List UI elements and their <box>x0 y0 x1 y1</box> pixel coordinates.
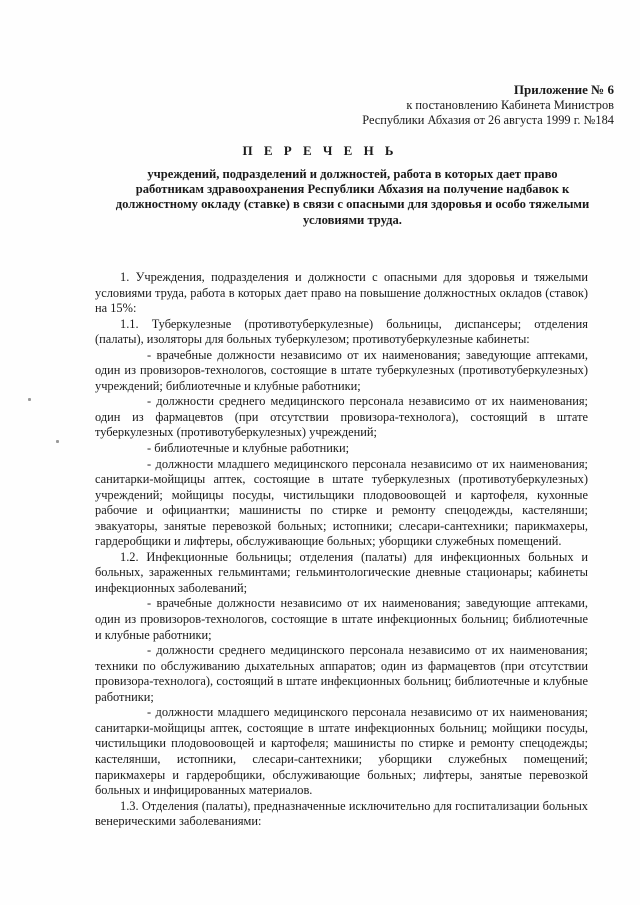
paragraph-1-1-a-text: - врачебные должности независимо от их наименования; заведующие аптеками, один из провизоров-технологов, состоящие в штате туберкулезных (противотуберкулезных) учреждений; библиотечные и клубные работники; <box>95 347 588 393</box>
appendix-title: Приложение № 6 <box>513 82 614 97</box>
paragraph-1-1-c-text: - библиотечные и клубные работники; <box>147 441 350 456</box>
paragraph-1-1-d-text: - должности младшего медицинского персонала независимо от их наименования; санитарки-мойщицы аптек, состоящие в штате туберкулезных (противотуберкулезных) учреждений; мойщицы посуды, чистильщики плодовоовощей и картофеля, кухонные рабочие и официантки; машинисты по стирке и ремонту спецодежды, кастелянши; эвакуаторы, занятые перевозкой больных; истопники; слесари-сантехники; парикмахеры, гардеробщики и лифтеры, обслуживающие больных; уборщики служебных помещений. <box>95 456 588 549</box>
document-subtitle: учреждений, подразделений и должностей, работа в которых дает право работникам здравоохранения Республики Абхазия на получение надбавок к должностному окладу (ставке) в связи с опасными для здоровья и особо тяжелыми условиями труда. <box>115 167 590 227</box>
appendix-line-1: к постановлению Кабинета Министров <box>406 97 614 112</box>
paragraph-1-2-a <box>95 596 588 643</box>
paragraph-1-2-b-text: - должности среднего медицинского персонала независимо от их наименования; техники по обслуживанию дыхательных аппаратов; один из фармацевтов (при отсутствии провизора-технолога), состоящий в штате инфекционных больниц; библиотечные и клубные работники; <box>95 643 588 704</box>
paragraph-1-2-a-text: - врачебные должности независимо от их наименования; заведующие аптеками, один из провизоров-технологов, состоящие в штате инфекционных больниц; библиотечные и клубные работники; <box>95 596 588 642</box>
document-title: П Е Р Е Ч Е Н Ь <box>242 143 398 158</box>
paragraph-1-2-c-text: - должности младшего медицинского персонала независимо от их наименования; санитарки-мойщицы аптек, состоящие в штате инфекционных больниц; мойщики посуды, чистильщики плодовоовощей и картофеля; машинисты по стирке и ремонту спецодежды; кастелянши, истопники, слесари-сантехники; уборщики служебных помещений; парикмахеры и гардеробщики, обслуживающие больных; лифтеры, занятые перевозкой больных и инфицированных материалов. <box>95 705 588 798</box>
scan-speck <box>28 398 31 401</box>
paragraph-1: 1. Учреждения, подразделения и должности с опасными для здоровья и тяжелыми условиями труда, работа в которых дает право на повышение должностных окладов (ставок) на 15%: <box>95 270 588 316</box>
paragraph-1-1-a <box>95 348 588 395</box>
paragraph-1-2: 1.2. Инфекционные больницы; отделения (палаты) для инфекционных больных и больных, зараженных гельминтами; гельминтологические дневные стационары; кабинеты инфекционных заболеваний; <box>95 549 588 595</box>
paragraph-1-2-b <box>95 643 588 705</box>
document-body <box>95 270 588 830</box>
paragraph-1-3: 1.3. Отделения (палаты), предназначенные исключительно для госпитализации больных венерическими заболеваниями: <box>95 798 588 829</box>
paragraph-1-1-c <box>95 441 588 457</box>
paragraph-1-1-b <box>95 394 588 441</box>
paragraph-1-1-b-text: - должности среднего медицинского персонала независимо от их наименования; один из фармацевтов (при отсутствии провизора-технолога), состоящий в штате туберкулезных (противотуберкулезных) учреждений; <box>95 394 588 440</box>
appendix-header <box>254 82 614 129</box>
scan-speck <box>56 440 59 443</box>
appendix-line-2: Республики Абхазия от 26 августа 1999 г. №184 <box>362 113 614 127</box>
paragraph-1-1: 1.1. Туберкулезные (противотуберкулезные) больницы, диспансеры; отделения (палаты), изоляторы для больных туберкулезом; противотуберкулезные кабинеты: <box>95 316 588 347</box>
paragraph-1-2-c <box>95 705 588 798</box>
paragraph-1-1-d <box>95 457 588 550</box>
